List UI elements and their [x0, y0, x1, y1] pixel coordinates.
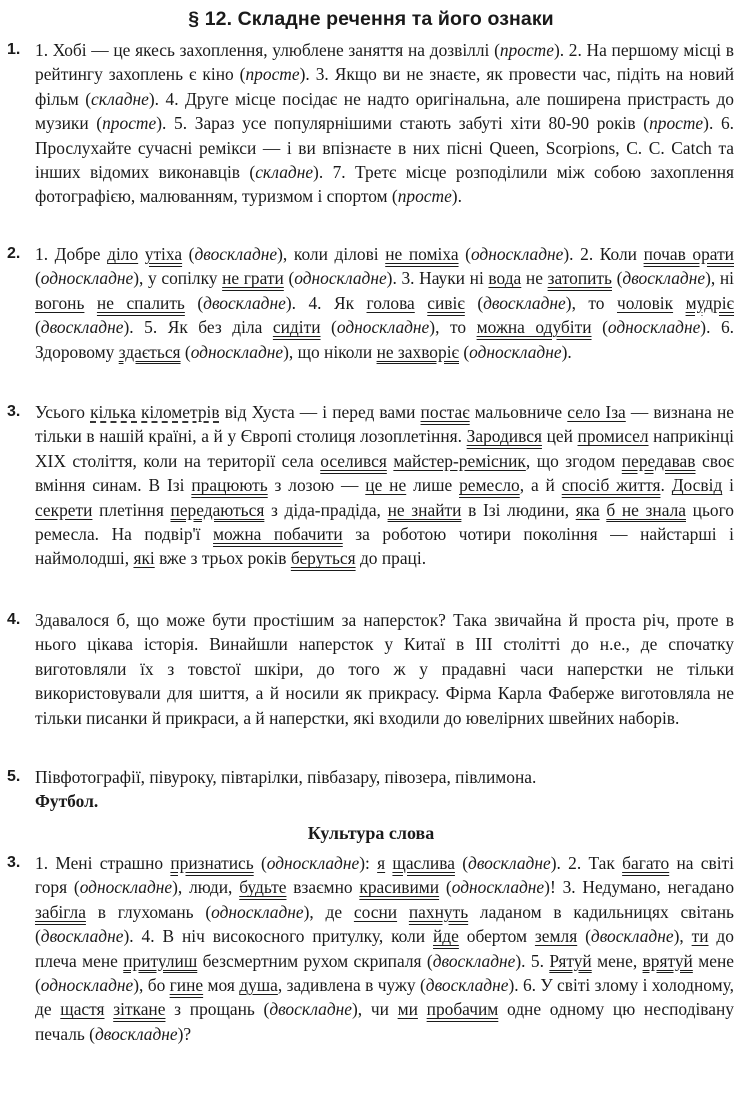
exercise-5 [0, 765, 742, 814]
exercise-culture [0, 851, 742, 1046]
exercise-text: 1. Мені страшно признатись (односкладне): я щаслива (двоскладне). 2. Так багато на світі горя (односкладне), люди, будьте взаємно красивими (односкладне)! 3. Недумано, негадано забігла в глухомань (односкладне), де сосни пахнуть ладаном в кадильницях світань (двоскладне). 4. В ніч високосного притулку, коли йде обертом земля (двоскладне), ти до плеча мене притулиш безсмертним рухом скрипаля (двоскладне). 5. Рятуй мене, врятуй мене (односкладне), бо гине моя душа, задивлена в чужу (двоскладне). 6. У світі злому і холодному, де щастя зіткане з прощань (двоскладне), чи ми пробачим одне одному цю несподівану печаль (двоскладне)? [35, 853, 735, 1044]
exercise-number: 1. [7, 41, 21, 58]
exercise-number: 2. [7, 245, 21, 262]
exercise-number: 3. [7, 854, 21, 871]
exercise-number: 4. [7, 611, 21, 628]
exercise-text: Півфотографії, півуроку, півтарілки, півбазару, півозера, півлимона. Футбол. [35, 767, 537, 812]
section-heading: Культура слова [307, 823, 435, 843]
exercise-text: 1. Хобі — це якесь захоплення, улюблене заняття на дозвіллі (просте). 2. На першому місці в рейтингу захоплень є кіно (просте). 3. Якщо ви не знаєте, як провести час, підіть на новий фільм (складне). 4. Друге місце посідає не надто оригінальна, але поширена пристрасть до музики (просте). 5. Зараз усе популярнішими стають забуті хіти 80-90 років (просте). 6. Прослухайте сучасні ремікси — і ви впізнаєте в них пісні Queen, Scorpions, С. С. Catch та інших відомих виконавців (складне). 7. Третє місце розподілили між собою захоплення фотографією, малюванням, туризмом і спортом (просте). [35, 40, 735, 207]
exercise-number: 5. [7, 768, 21, 785]
exercise-text: Усього кілька кілометрів від Хуста — і перед вами постає мальовниче село Іза — визнана не тільки в нашій країні, а й у Європі столиця лозоплетіння. Зародився цей промисел наприкінці XIX століття, коли на території села оселився майстер-ремісник, що згодом передавав своє вміння синам. В Ізі працюють з лозою — це не лише ремесло, а й спосіб життя. Досвід і секрети плетіння передаються з діда-прадіда, не знайти в Ізі людини, яка б не знала цього ремесла. На подвір'ї можна побачити за роботою чотири покоління — найстарші і наймолодші, які вже з трьох років беруться до праці. [35, 402, 735, 569]
page-title: § 12. Складне речення та його ознаки [188, 8, 554, 30]
exercise-3 [0, 400, 742, 571]
exercise-2 [0, 242, 742, 364]
exercise-1 [0, 38, 742, 209]
exercise-text: 1. Добре діло утіха (двоскладне), коли ділові не поміха (односкладне). 2. Коли почав орати (односкладне), у сопілку не грати (односкладне). 3. Науки ні вода не затопить (двоскладне), ні вогонь не спалить (двоскладне). 4. Як голова сивіє (двоскладне), то чоловік мудріє (двоскладне). 5. Як без діла сидіти (односкладне), то можна одубіти (односкладне). 6. Здоровому здається (односкладне), що ніколи не захворіє (односкладне). [35, 244, 735, 362]
exercise-4 [0, 608, 742, 730]
exercise-number: 3. [7, 403, 21, 420]
exercise-text: Здавалося б, що може бути простішим за наперсток? Така звичайна й проста річ, проте в нього цікава історія. Винайшли наперсток у Китаї в III столітті до н.е., де спочатку виготовляли їх з товстої шкіри, до того ж у прадавні часи наперстки не тільки використовували для шиття, а й носили як прикрасу. Фірма Карла Фаберже виготовляла не тільки писанки й прикраси, а й наперстки, які входили до ювелірних швейних наборів. [35, 610, 734, 728]
